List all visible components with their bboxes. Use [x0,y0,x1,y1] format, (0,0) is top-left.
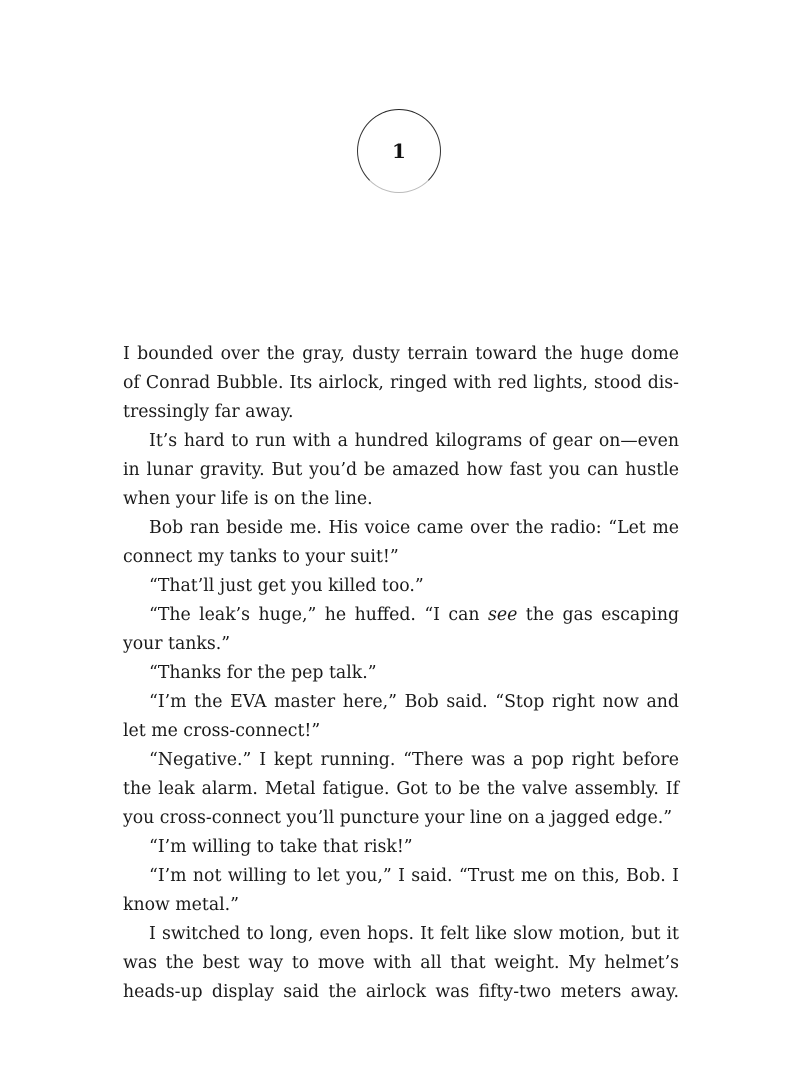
chapter-number: 1 [392,139,406,163]
paragraph-text: “The leak’s huge,” he huffed. “I can [149,605,488,625]
paragraph: “Thanks for the pep talk.” [149,663,377,683]
chapter-number-badge [357,109,441,193]
paragraph: “I’m the EVA master here,” Bob said. “Stop right now and let me cross-connect!” [123,692,679,741]
paragraph: “I’m not willing to let you,” I said. “Trust me on this, Bob. I know metal.” [123,866,679,915]
paragraph: I switched to long, even hops. It felt like slow motion, but it was the best way to move with all that weight. My helmet’s heads-up display said the airlock was fifty-two meters away. [123,924,679,1002]
paragraph: “Negative.” I kept running. “There was a pop right before the leak alarm. Metal fatigue. Got to be the valve assembly. If you cross-connect you’ll puncture your line on a jagged edge.” [123,750,679,828]
paragraph [123,601,679,659]
body-text [123,340,679,1007]
paragraph: It’s hard to run with a hundred kilograms of gear on—even in lunar gravity. But you’d be amazed how fast you can hustle when your life is on the line. [123,431,679,509]
paragraph: “I’m willing to take that risk!” [149,837,413,857]
emphasized-word: see [487,605,518,625]
paragraph-text: the gas escaping your tanks.” [123,605,680,654]
paragraph: I bounded over the gray, dusty terrain toward the huge dome of Conrad Bubble. Its airlock, ringed with red lights, stood distressingly far away. [123,344,679,422]
paragraph: “That’ll just get you killed too.” [149,576,424,596]
paragraph: Bob ran beside me. His voice came over the radio: “Let me connect my tanks to your suit!” [123,518,679,567]
